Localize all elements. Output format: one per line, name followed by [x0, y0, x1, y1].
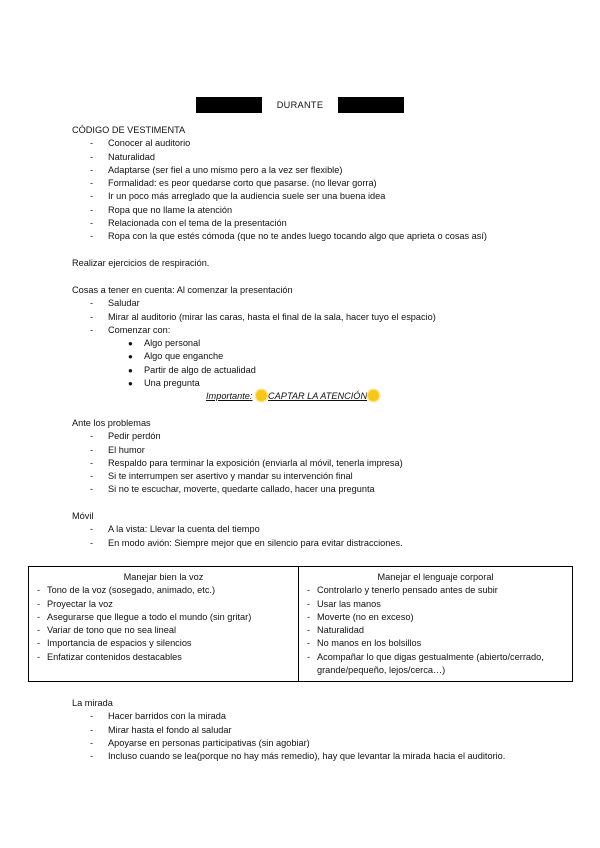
list-item: - Apoyarse en personas participativas (sin agobiar): [90, 737, 310, 748]
paragraph: Realizar ejercicios de respiración.: [72, 258, 210, 268]
table-item: - No manos en los bolsillos: [307, 638, 422, 649]
list-item: - Relacionada con el tema de la presentación: [90, 218, 287, 229]
table-item: - Controlarlo y tenerlo pensado antes de subir: [307, 585, 498, 596]
list-item: - Ropa que no llame la atención: [90, 204, 233, 215]
list-item: ● Algo personal: [128, 338, 201, 349]
list-item: - Ir un poco más arreglado que la audiencia suele ser una buena idea: [90, 191, 386, 202]
sun-emoji-icon: [368, 390, 379, 401]
list-item: - Adaptarse (ser fiel a uno mismo pero a la vez ser flexible): [90, 164, 343, 175]
redaction-bar: [338, 97, 404, 113]
table-column-voz: [29, 567, 299, 681]
table-item: - Acompañar lo que digas gestualmente (abierto/cerrado, grande/pequeño, lejos/cerca…): [307, 651, 544, 676]
section-movil: [72, 510, 572, 550]
list-item: - Formalidad: es peor quedarse corto que pasarse. (no llevar gorra): [90, 178, 377, 189]
section-heading: La mirada: [72, 698, 113, 708]
list-item: - Mirar al auditorio (mirar las caras, hasta el final de la sala, hacer tuyo el espacio): [90, 311, 436, 322]
mirada-list: [72, 710, 532, 763]
table-item: - Enfatizar contenidos destacables: [37, 651, 182, 662]
section-heading: CÓDIGO DE VESTIMENTA: [72, 125, 186, 135]
cosas-list: [72, 297, 572, 337]
important-note: [72, 390, 572, 403]
table-item: - Variar de tono que no sea lineal: [37, 625, 177, 636]
section-problemas: [72, 417, 572, 497]
vestimenta-list: [72, 137, 572, 243]
list-item: ● Partir de algo de actualidad: [128, 364, 256, 375]
table-item: - Proyectar la voz: [37, 598, 113, 609]
problemas-list: [72, 430, 572, 496]
page-title: DURANTE: [276, 100, 324, 110]
list-item: - Hacer barridos con la mirada: [90, 711, 226, 722]
comenzar-sublist: [72, 337, 572, 390]
list-item: - Comenzar con:: [90, 324, 171, 335]
list-item: ● Una pregunta: [128, 378, 200, 389]
title-row: [0, 97, 600, 113]
list-item: - Si te interrumpen ser asertivo y mandar su intervención final: [90, 471, 353, 482]
redaction-bar: [196, 97, 262, 113]
list-item: - Conocer al auditorio: [90, 138, 191, 149]
important-text: CAPTAR LA ATENCIÓN: [268, 391, 368, 402]
list-item: - Saludar: [90, 298, 140, 309]
section-heading: Ante los problemas: [72, 418, 151, 428]
voz-list: [29, 584, 298, 664]
important-label: Importante:: [206, 391, 253, 402]
table-item: - Asegurarse que llegue a todo el mundo (sin gritar): [37, 611, 252, 622]
list-item: - Pedir perdón: [90, 431, 161, 442]
table-column-corporal: [299, 567, 572, 681]
table-item: - Tono de la voz (sosegado, animado, etc.): [37, 585, 216, 596]
section-heading: Cosas a tener en cuenta: Al comenzar la presentación: [72, 285, 293, 295]
list-item: - Naturalidad: [90, 151, 155, 162]
section-mirada: [72, 697, 532, 763]
section-respiracion: [72, 257, 572, 270]
corporal-list: [299, 584, 572, 677]
column-header: Manejar el lenguaje corporal: [377, 572, 494, 582]
section-vestimenta: [72, 124, 572, 244]
table-item: - Naturalidad: [307, 625, 364, 636]
list-item: - Incluso cuando se lea(porque no hay más remedio), hay que levantar la mirada hacia el auditorio.: [90, 751, 506, 762]
list-item: - En modo avión: Siempre mejor que en silencio para evitar distracciones.: [90, 537, 403, 548]
sun-emoji-icon: [256, 390, 267, 401]
table-item: - Moverte (no en exceso): [307, 611, 414, 622]
section-cosas: [72, 284, 572, 404]
list-item: - Respaldo para terminar la exposición (enviarla al móvil, tenerla impresa): [90, 457, 403, 468]
section-heading: Móvil: [72, 511, 94, 521]
list-item: - El humor: [90, 444, 145, 455]
table-item: - Importancia de espacios y silencios: [37, 638, 192, 649]
list-item: - Si no te escuchar, moverte, quedarte callado, hacer una pregunta: [90, 484, 375, 495]
list-item: - Ropa con la que estés cómoda (que no te andes luego tocando algo que aprieta o cosas así): [90, 231, 487, 242]
list-item: ● Algo que enganche: [128, 351, 224, 362]
list-item: - Mirar hasta el fondo al saludar: [90, 724, 232, 735]
voice-body-table: [28, 566, 573, 682]
column-header: Manejar bien la voz: [123, 572, 204, 582]
list-item: - A la vista: Llevar la cuenta del tiempo: [90, 524, 260, 535]
table-item: - Usar las manos: [307, 598, 381, 609]
movil-list: [72, 523, 572, 550]
